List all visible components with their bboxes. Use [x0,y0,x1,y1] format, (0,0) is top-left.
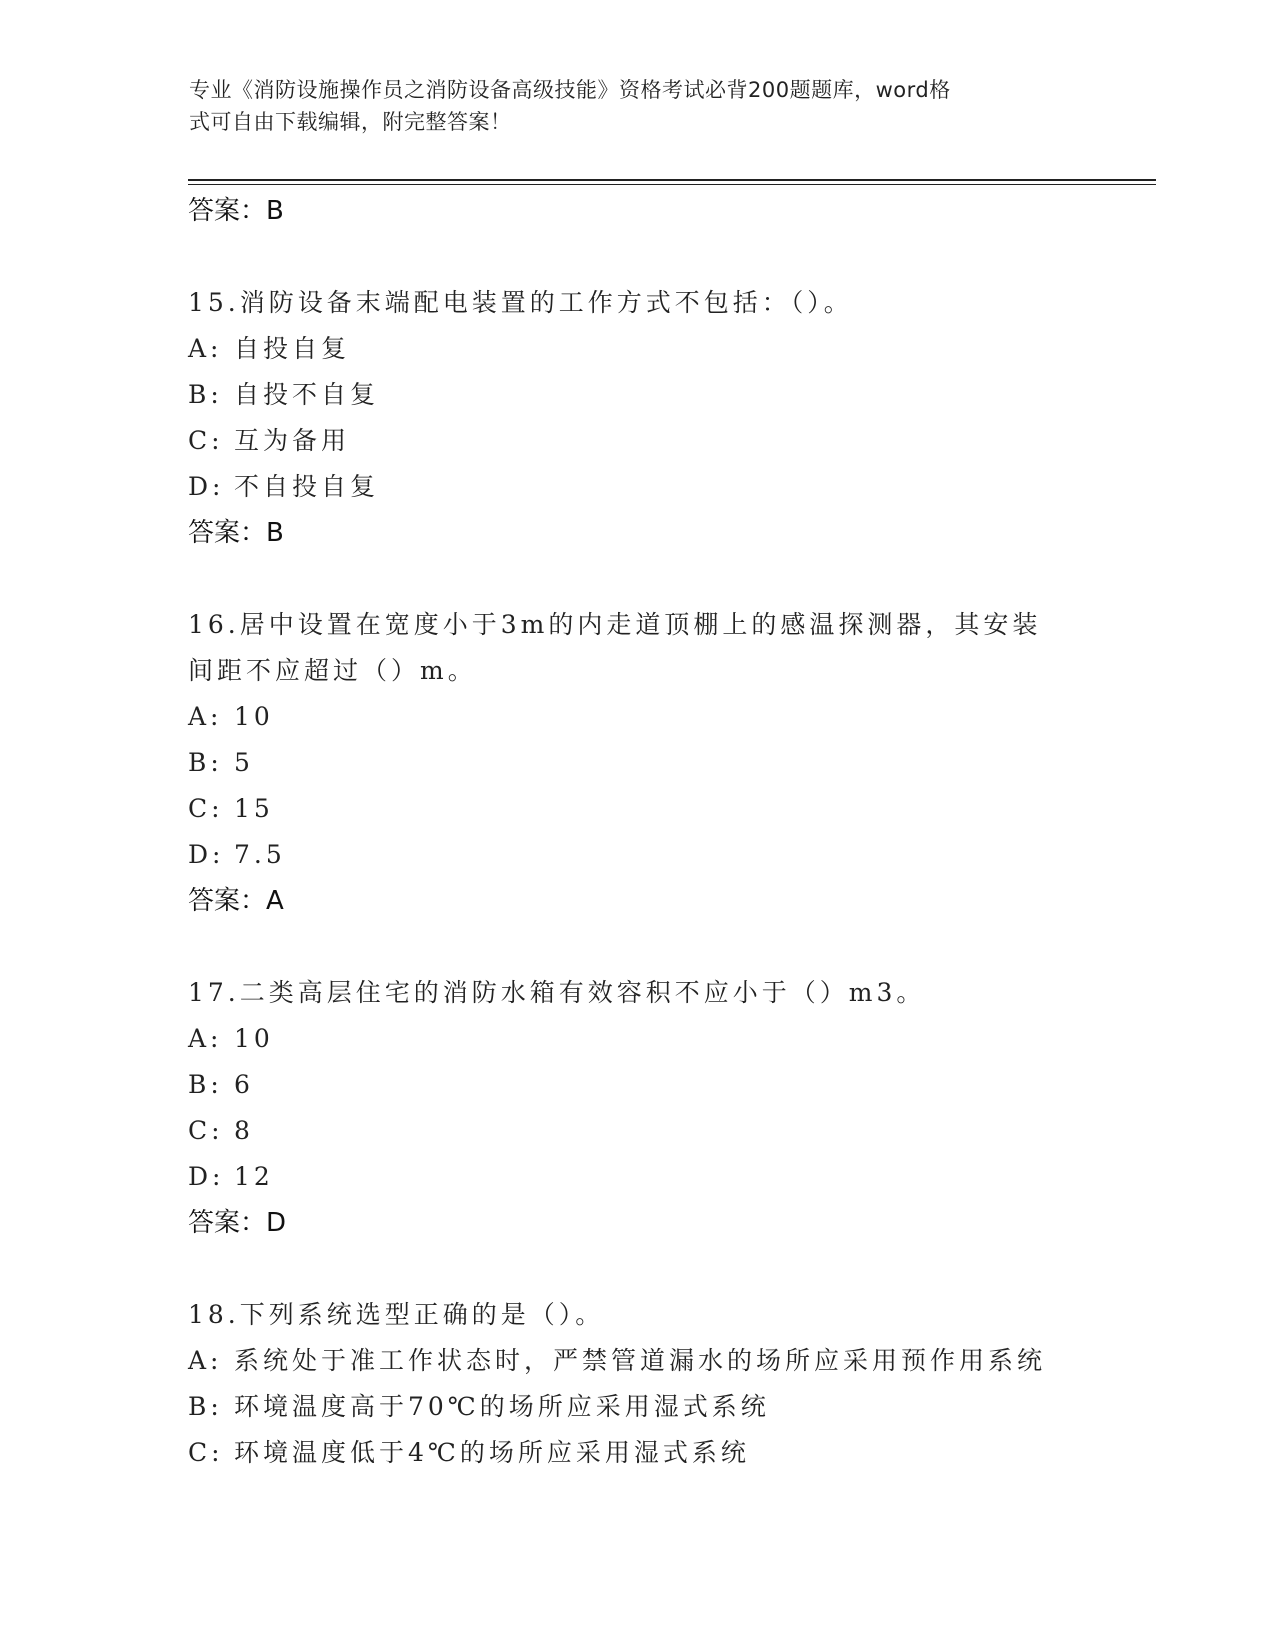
spacer [188,234,1148,280]
option-key: A: [188,334,223,363]
option-b [188,1384,1148,1430]
option-c [188,786,1148,832]
option-key: D: [188,472,225,501]
option-d [188,1154,1148,1200]
question-15 [188,280,1148,556]
option-c [188,1108,1148,1154]
option-key: D: [188,1162,225,1191]
question-16 [188,602,1148,924]
document-header [189,74,1069,138]
option-text: 环境温度高于70℃的场所应采用湿式系统 [234,1392,770,1421]
header-divider-thick [188,179,1156,181]
option-a [188,1016,1148,1062]
option-key: C: [188,1116,224,1145]
answer-value: B [266,196,284,226]
option-key: A: [188,1346,223,1375]
spacer [188,924,1148,970]
option-text: 5 [234,748,254,777]
option-text: 15 [234,794,274,823]
option-key: B: [188,380,223,409]
option-text: 自投自复 [234,334,351,363]
option-text: 环境温度低于4℃的场所应采用湿式系统 [234,1438,750,1467]
option-text: 6 [234,1070,254,1099]
answer-value: A [266,886,284,916]
question-text: 18.下列系统选型正确的是（）。 [188,1300,605,1329]
option-key: D: [188,840,225,869]
option-text: 10 [234,1024,274,1053]
option-text: 不自投自复 [234,472,380,501]
answer-value: B [266,518,284,548]
question-text: 17.二类高层住宅的消防水箱有效容积不应小于（）m3。 [188,978,926,1007]
option-key: C: [188,794,224,823]
option-key: C: [188,426,224,455]
spacer [188,556,1148,602]
option-text: 自投不自复 [234,380,380,409]
answer-line [188,188,1148,234]
option-text: 8 [234,1116,254,1145]
option-d [188,464,1148,510]
answer-line [188,878,1148,924]
option-b [188,1062,1148,1108]
header-line-2: 式可自由下载编辑，附完整答案！ [189,110,512,134]
answer-value: D [266,1208,287,1238]
option-key: B: [188,1070,223,1099]
option-key: A: [188,702,223,731]
option-c [188,1430,1148,1476]
answer-line [188,1200,1148,1246]
option-b [188,740,1148,786]
answer-line [188,510,1148,556]
option-key: A: [188,1024,223,1053]
spacer [188,1246,1148,1292]
header-divider-thin [188,184,1156,185]
option-a [188,694,1148,740]
answer-label: 答案： [188,518,267,548]
question-text: 16.居中设置在宽度小于3m的内走道顶棚上的感温探测器，其安装间距不应超过（）m。 [188,610,1042,685]
option-key: B: [188,1392,223,1421]
answer-label: 答案： [188,196,267,226]
option-a [188,1338,1148,1384]
question-list [188,188,1148,1476]
option-text: 10 [234,702,274,731]
option-c [188,418,1148,464]
option-d [188,832,1148,878]
option-text: 互为备用 [234,426,351,455]
question-18 [188,1292,1148,1476]
option-text: 7.5 [234,840,286,869]
question-text: 15.消防设备末端配电装置的工作方式不包括：（）。 [188,288,853,317]
option-b [188,372,1148,418]
question-17 [188,970,1148,1246]
option-key: B: [188,748,223,777]
header-line-1: 专业《消防设施操作员之消防设备高级技能》资格考试必背200题题库，word格 [189,78,951,102]
answer-label: 答案： [188,1208,267,1238]
option-text: 系统处于准工作状态时，严禁管道漏水的场所应采用预作用系统 [234,1346,1047,1375]
answer-label: 答案： [188,886,267,916]
option-a [188,326,1148,372]
option-key: C: [188,1438,224,1467]
option-text: 12 [234,1162,274,1191]
